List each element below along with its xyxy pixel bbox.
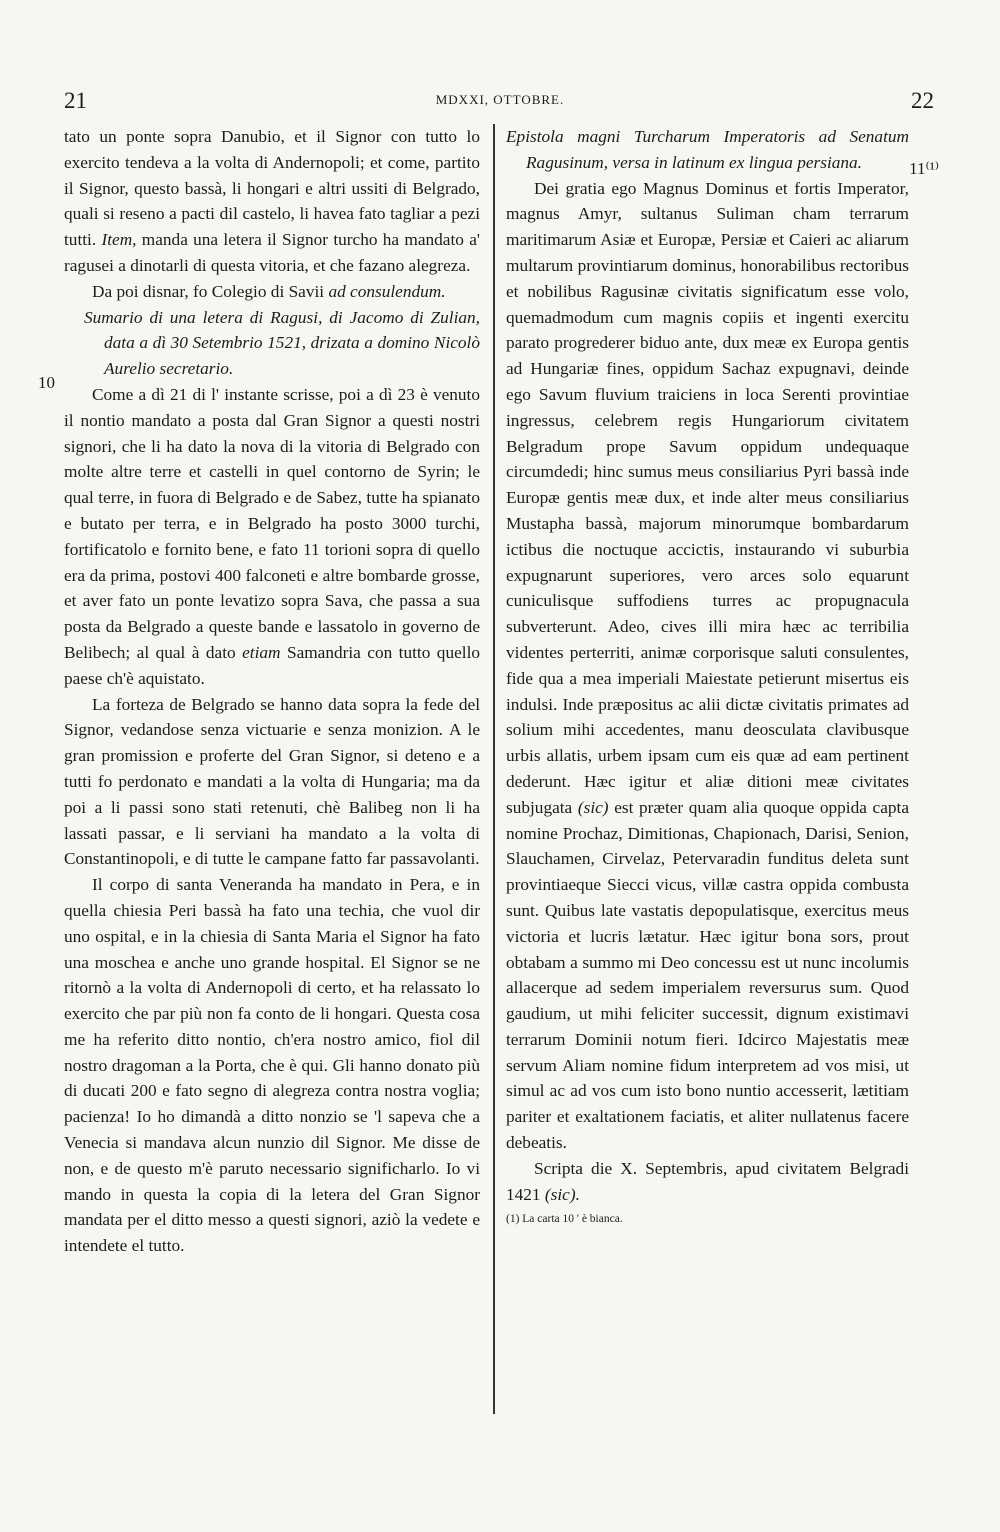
left-column xyxy=(38,124,481,1259)
left-paragraph-3 xyxy=(64,382,480,692)
right-section-heading: Epistola magni Turcharum Imperatoris ad Senatum Ragusinum, versa in latinum ex lingua persiana. xyxy=(506,127,909,172)
dateline xyxy=(506,1156,909,1208)
left-paragraph-1 xyxy=(64,124,480,279)
left-paragraph-5: Il corpo di santa Veneranda ha mandato in Pera, e in quella chiesia Peri bassà ha fato una techia, che vuol dir uno ospital, e in la chiesia di Santa Maria el Signor ha fato una moschea e anche uno grande hospital. El Signor se ne ritornò a la volta di Andernopoli di certo, et ha relassato lo exercito che par più non fa conto de li hongari. Questa cosa me ha referito ditto nontio, ch'era nostro amico, fiol dil nostro dragoman a la Porta, che è qui. Gli hanno donato più di ducati 200 e fato segno di alegreza contra nostra voglia; pacienza! Io ho dimandà a ditto nonzio se 'l sapeva che a Venecia si mandava alcun nunzio dil Signor. Me disse de non, e de questo m'è paruto necessario significharlo. Io vi mando in questa la copia di la letera del Gran Signor mandata per el ditto messo a questi signori, aziò la vedete e intendete el tutto. xyxy=(64,875,480,1256)
left-paragraph-2 xyxy=(64,279,480,305)
right-p1-rest: est præter quam alia quoque oppida capta nomine Prochaz, Dimitionas, Chapionach, Darisi, Senion, Slauchamen, Cirvelaz, Petervaradin funditus deleta sunt provintiaeque Siecci vicus, villæ castra oppida combusta sunt. Quibus late vastatis depopulatisque, exercitus meus victoria et lucris lætatur. Hæc igitur bona sors, prout obtabam a summo mi Deo concessu est ut nunc incolumis allacerque ad sedem imperialem reversurus sum. Quod gaudium, ut mihi feliciter successit, dignum existimavi terrarum Dominii notum fieri. Idcirco Majestatis meæ servum Aliam nomine fidum interpretem ad vos misi, ut simul ac ad vos cum isto bono nuntio accesserit, lætitiam pariter et exaltationem faciatis, et aliter nullatenus facere debeatis. xyxy=(506,797,909,1153)
margin-number-right: 11⁽¹⁾ xyxy=(909,159,939,178)
left-p3-italic: etiam xyxy=(242,642,281,662)
right-column xyxy=(506,124,939,1233)
left-section-heading: Sumario di una letera di Ragusi, di Jacomo di Zulian, data a dì 30 Setembrio 1521, drizata a domino Nicolò Aurelio secretario. xyxy=(84,307,480,379)
running-title: MDXXI, OTTOBRE. xyxy=(435,92,565,107)
left-p1-rest: manda una letera il Signor turcho ha mandato a' ragusei a dinotarli di questa vitoria, et che fazano alegreza. xyxy=(64,230,480,275)
right-paragraph-1 xyxy=(506,176,909,1156)
page-number-left: 21 xyxy=(64,88,87,113)
dateline-sic: (sic). xyxy=(544,1184,580,1204)
left-p3-rest: Samandria con tutto quello paese ch'è aquistato. xyxy=(64,642,481,688)
margin-number-left: 10 xyxy=(38,373,55,392)
page-header xyxy=(0,88,1000,118)
left-paragraph-4: La forteza de Belgrado se hanno data sopra la fede del Signor, vedandose senza victuarie e senza monizion. A le gran promission e proferte del Gran Signor, si deteno e a tutti fo perdonato e mandati a la volta di Hungaria; ma da poi a li passi sono stati retenuti, chè Balibeg non li ha lassati passar, e li serviani ha mandato a la volta di Constantinopoli, e di tutte le campane fatto far passavolanti. xyxy=(64,694,480,869)
column-divider xyxy=(493,124,495,1414)
left-p1-text: tato un ponte sopra Danubio, et il Signor con tutto lo exercito tendeva a la volta di Andernopoli; et come, partito il Signor, questo bassà, li hongari e altri ussiti di Belgrado, quali si reseno a pacti dil castelo, li havea fato tagliar a pezi tutti. xyxy=(64,127,480,250)
left-p3-text: Come a dì 21 di l' instante scrisse, poi a dì 23 è venuto il nontio mandato a posta dal Gran Signor a questi nostri signori, che li ha dato la nova di la vitoria di Belgrado con molte altre terre et castelli in quel contorno de Syrin; le qual terre, in fuora di Belgrado e de Sabez, tutte ha spianato e butato per terra, e in Belgrado ha posto 3000 turchi, fortificatolo e fornito bene, e fato 11 torioni sopra di quello era da prima, postovi 400 falconeti e altre bombarde grosse, et aver fato un ponte levatizo sopra Sava, che passa a sua posta da Belgrado a queste bande e lassatolo in governo de Belibech; al qual à dato xyxy=(64,384,480,662)
page-number-right: 22 xyxy=(911,88,934,113)
footnote: (1) La carta 10 ' è bianca. xyxy=(506,1213,623,1226)
left-p2-text: Da poi disnar, fo Colegio di Savii xyxy=(92,281,325,301)
right-p1-sic: (sic) xyxy=(577,797,609,817)
right-p1-text: Dei gratia ego Magnus Dominus et fortis Imperator, magnus Amyr, sultanus Suliman cham terrarum maritimarum Asiæ et Europæ, Persiæ et Caieri ac aliarum multarum provintiarum dominus, honorabilibus rectoribus et nobilibus Ragusinæ civitatis significatum esse volo, quemadmodum cum magnis copiis et ingenti exercitu parato progrederer biduo ante, dux meæ ex Europa gentis ad Hungariæ fines, oppidum Sachaz expugnavi, deinde ego Savum fluvium traiciens in loca Serenti provintiae ingressus, celebrem regis Hungariorum civitatem Belgradum prope Savum oppidum undequaque circumdedi; hinc sumus meus consiliarius Pyri bassà inde Europæ gentis meæ dux, et inde alter meus consiliarius Mustapha bassà, majorum minorumque bombardarum ictibus die noctuque accictis, instaurando vi suburbia expugnarunt superiores, vero arces solo equarunt cuniculisque suffodiens turres ac propugnacula subverterunt. Adeo, cives illi mira hæc ac terribilia videntes perterriti, animæ corporisque saluti consulentes, fide qua a mea imperiali Maiestate petierunt misertus eis indulsi. Inde præpositus ac alii dictæ civitatis primates ad solium mihi accedentes, manu deosculata clavibusque urbis allatis, urbem ipsam cum eis quæ ad eam pertinent dederunt. Hæc igitur et aliæ ditioni meæ civitates subjugata xyxy=(506,178,909,817)
left-p1-item: Item, xyxy=(101,230,137,250)
left-p2-italic: ad consulendum. xyxy=(328,281,446,301)
dateline-text: Scripta die X. Septembris, apud civitatem Belgradi 1421 xyxy=(506,1158,909,1204)
